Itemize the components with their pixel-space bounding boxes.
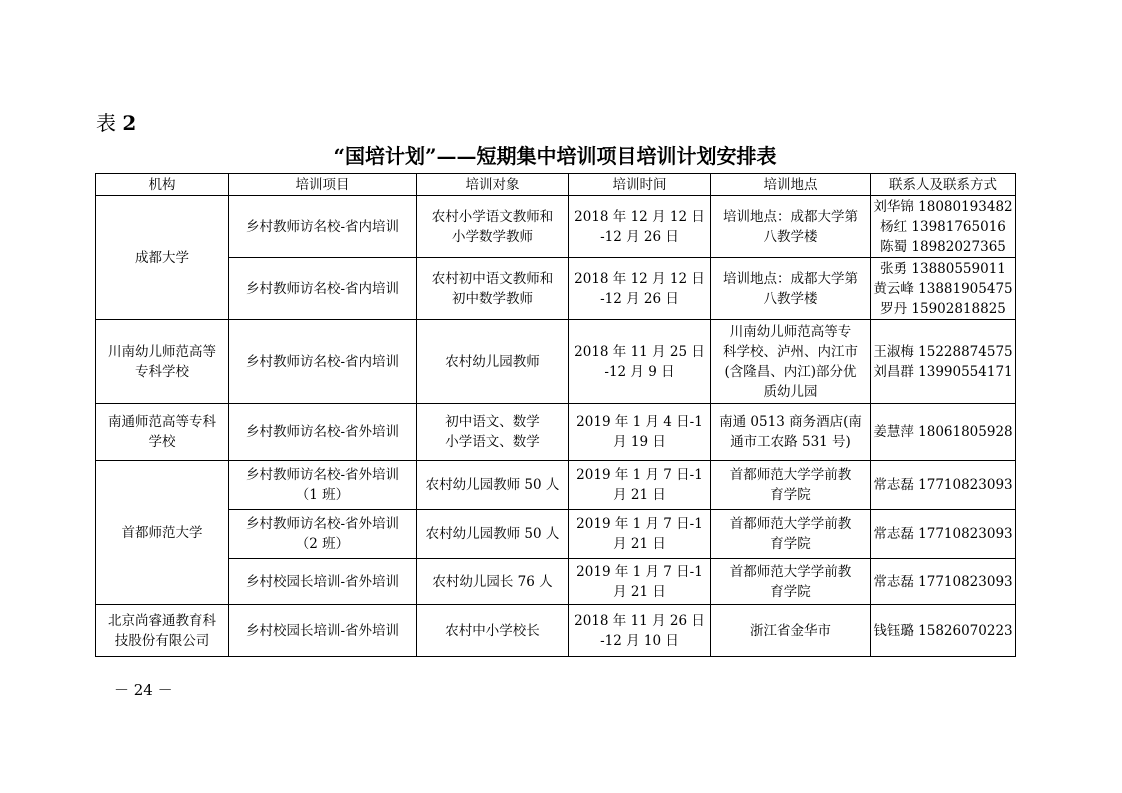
- location-cell-line: 八教学楼: [763, 228, 818, 245]
- institution-cell: [96, 605, 229, 657]
- location-cell-line: 首都师范大学学前教: [729, 516, 852, 532]
- time-cell-line: 2018 年 11 月 26 日: [574, 612, 705, 629]
- contacts-cell: [871, 510, 1016, 559]
- project-cell: [229, 605, 417, 657]
- header-row: [96, 174, 1016, 196]
- contacts-cell-line: 杨红 13981765016: [880, 218, 1006, 235]
- time-cell-line: 2019 年 1 月 7 日-1: [576, 516, 703, 532]
- contacts-cell: [871, 196, 1016, 258]
- target-cell-line: 小学数学教师: [452, 228, 533, 245]
- location-cell: [711, 605, 871, 657]
- contacts-cell-line: 王淑梅 15228874575: [873, 343, 1013, 360]
- location-cell: [711, 559, 871, 605]
- contacts-cell-line: 常志磊 17710823093: [873, 573, 1013, 590]
- time-cell-line: 2018 年 11 月 25 日: [574, 343, 705, 360]
- time-cell-line: 2019 年 1 月 7 日-1: [576, 563, 703, 580]
- contacts-cell: [871, 320, 1016, 404]
- project-cell: [229, 559, 417, 605]
- project-cell: [229, 196, 417, 258]
- contacts-cell: [871, 605, 1016, 657]
- project-cell-line: 乡村教师访名校-省外培训: [245, 467, 400, 483]
- table-row: [96, 196, 1016, 258]
- time-cell-line: 2019 年 1 月 7 日-1: [576, 467, 703, 483]
- header-contacts: 联系人及联系方式: [871, 174, 1016, 196]
- time-cell: [569, 510, 711, 559]
- location-cell: [711, 510, 871, 559]
- contacts-cell-line: 常志磊 17710823093: [873, 526, 1013, 542]
- contacts-cell: [871, 258, 1016, 320]
- contacts-cell-line: 陈蜀 18982027365: [880, 238, 1006, 255]
- project-cell-line: 乡村教师访名校-省内培训: [245, 280, 400, 297]
- time-cell: [569, 320, 711, 404]
- contacts-cell: [871, 404, 1016, 461]
- table-row: [96, 461, 1016, 510]
- project-cell-line: 乡村教师访名校-省内培训: [245, 218, 400, 235]
- project-cell-line: （1 班）: [295, 487, 350, 503]
- target-cell-line: 农村中小学校长: [445, 622, 540, 639]
- header-institution: 机构: [96, 174, 229, 196]
- table-label-number: 2: [122, 111, 137, 135]
- location-cell-line: 首都师范大学学前教: [729, 563, 852, 580]
- target-cell: [417, 461, 569, 510]
- time-cell-line: 月 19 日: [613, 434, 666, 450]
- location-cell: [711, 196, 871, 258]
- location-cell-line: 培训地点：成都大学第: [723, 208, 858, 225]
- location-cell-line: 川南幼儿师范高等专: [729, 323, 852, 340]
- contacts-cell-line: 姜慧萍 18061805928: [873, 424, 1013, 440]
- target-cell: [417, 404, 569, 461]
- time-cell-line: 2018 年 12 月 12 日: [574, 208, 705, 225]
- time-cell-line: 月 21 日: [613, 583, 666, 600]
- contacts-cell-line: 罗丹 15902818825: [880, 300, 1006, 317]
- target-cell: [417, 559, 569, 605]
- location-cell-line: (含隆昌、内江)部分优: [724, 363, 857, 380]
- location-cell: [711, 461, 871, 510]
- project-cell-line: 乡村校园长培训-省外培训: [245, 622, 400, 639]
- location-cell-line: 质幼儿园: [763, 383, 818, 400]
- time-cell: [569, 559, 711, 605]
- institution-cell: [96, 196, 229, 320]
- project-cell: [229, 461, 417, 510]
- project-cell-line: 乡村教师访名校-省外培训: [245, 424, 400, 440]
- training-schedule-table: [95, 173, 1016, 657]
- target-cell-line: 小学语文、数学: [445, 434, 540, 450]
- target-cell-line: 农村幼儿园教师 50 人: [425, 477, 560, 493]
- header-time: 培训时间: [569, 174, 711, 196]
- time-cell-line: -12 月 26 日: [600, 290, 679, 307]
- time-cell: [569, 605, 711, 657]
- target-cell: [417, 258, 569, 320]
- table-body: [96, 196, 1016, 657]
- page-number: － 24 －: [114, 681, 173, 699]
- time-cell-line: 2018 年 12 月 12 日: [574, 270, 705, 287]
- target-cell-line: 初中数学教师: [452, 290, 533, 307]
- project-cell-line: （2 班）: [295, 536, 350, 552]
- time-cell: [569, 196, 711, 258]
- project-cell-line: 乡村教师访名校-省内培训: [245, 353, 400, 370]
- target-cell-line: 初中语文、数学: [445, 414, 540, 430]
- contacts-cell-line: 钱钰璐 15826070223: [873, 622, 1013, 639]
- project-cell: [229, 320, 417, 404]
- project-cell: [229, 258, 417, 320]
- location-cell-line: 南通 0513 商务酒店(南: [719, 414, 862, 430]
- header-target: 培训对象: [417, 174, 569, 196]
- location-cell-line: 科学校、泸州、内江市: [723, 343, 858, 360]
- table-label: [96, 110, 136, 136]
- table-row: [96, 605, 1016, 657]
- contacts-cell-line: 张勇 13880559011: [880, 260, 1006, 277]
- location-cell-line: 浙江省金华市: [750, 622, 831, 639]
- contacts-cell: [871, 461, 1016, 510]
- target-cell-line: 农村幼儿园长 76 人: [432, 573, 553, 590]
- table-row: [96, 258, 1016, 320]
- time-cell-line: -12 月 9 日: [604, 363, 675, 380]
- location-cell-line: 育学院: [770, 487, 811, 503]
- contacts-cell-line: 刘昌群 13990554171: [873, 363, 1013, 380]
- target-cell-line: 农村小学语文教师和: [431, 208, 554, 225]
- document-title: “国培计划”——短期集中培训项目培训计划安排表: [333, 144, 777, 168]
- institution-cell: [96, 404, 229, 461]
- target-cell-line: 农村幼儿园教师 50 人: [425, 526, 560, 542]
- time-cell-line: 月 21 日: [613, 487, 666, 503]
- contacts-cell-line: 黄云峰 13881905475: [873, 280, 1013, 297]
- time-cell-line: 月 21 日: [613, 536, 666, 552]
- project-cell-line: 乡村校园长培训-省外培训: [245, 573, 400, 590]
- location-cell-line: 育学院: [770, 536, 811, 552]
- project-cell: [229, 404, 417, 461]
- location-cell-line: 通市工农路 531 号): [730, 434, 851, 450]
- project-cell-line: 乡村教师访名校-省外培训: [245, 516, 400, 532]
- location-cell: [711, 258, 871, 320]
- time-cell: [569, 404, 711, 461]
- location-cell-line: 培训地点：成都大学第: [723, 270, 858, 287]
- target-cell: [417, 605, 569, 657]
- location-cell: [711, 320, 871, 404]
- time-cell-line: -12 月 26 日: [600, 228, 679, 245]
- institution-cell: [96, 320, 229, 404]
- table-row: [96, 559, 1016, 605]
- institution-name: 首都师范大学: [121, 524, 203, 541]
- table-row: [96, 320, 1016, 404]
- target-cell-line: 农村初中语文教师和: [431, 270, 554, 287]
- contacts-cell: [871, 559, 1016, 605]
- location-cell-line: 首都师范大学学前教: [729, 467, 852, 483]
- header-location: 培训地点: [711, 174, 871, 196]
- target-cell: [417, 510, 569, 559]
- target-cell: [417, 196, 569, 258]
- location-cell-line: 八教学楼: [763, 290, 818, 307]
- target-cell-line: 农村幼儿园教师: [445, 353, 540, 370]
- location-cell: [711, 404, 871, 461]
- institution-name: 北京尚睿通教育科技股份有限公司: [108, 612, 216, 649]
- contacts-cell-line: 刘华锦 18080193482: [873, 198, 1013, 215]
- institution-name: 川南幼儿师范高等专科学校: [108, 343, 216, 380]
- table-label-prefix: 表: [96, 111, 116, 135]
- table-row: [96, 510, 1016, 559]
- institution-name: 南通师范高等专科学校: [108, 414, 216, 450]
- institution-name: 成都大学: [135, 249, 189, 266]
- target-cell: [417, 320, 569, 404]
- time-cell: [569, 258, 711, 320]
- project-cell: [229, 510, 417, 559]
- contacts-cell-line: 常志磊 17710823093: [873, 477, 1013, 493]
- table-row: [96, 404, 1016, 461]
- time-cell: [569, 461, 711, 510]
- time-cell-line: -12 月 10 日: [600, 632, 679, 649]
- location-cell-line: 育学院: [770, 583, 811, 600]
- institution-cell: [96, 461, 229, 605]
- header-project: 培训项目: [229, 174, 417, 196]
- time-cell-line: 2019 年 1 月 4 日-1: [576, 414, 703, 430]
